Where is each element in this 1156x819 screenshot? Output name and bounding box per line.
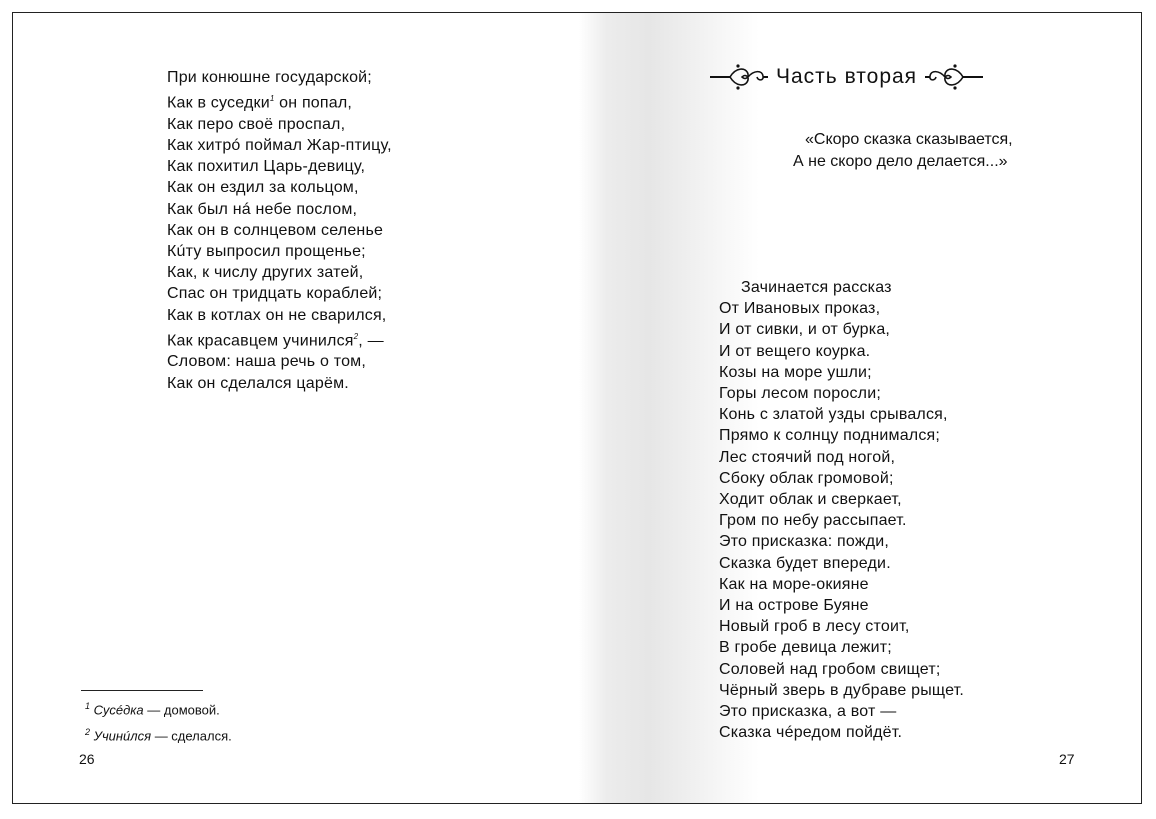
page-number-right: 27 (1059, 751, 1075, 767)
poem-line: Кúту выпросил прощенье; (167, 242, 366, 260)
page-gutter-shadow (579, 13, 649, 803)
footnotes (85, 695, 232, 748)
chapter-heading (708, 57, 1008, 97)
poem-line: Лес стоячий под ногой, (719, 448, 896, 466)
poem-line: При конюшне государской; (167, 69, 372, 86)
poem-line: Как на море-окияне (719, 575, 869, 593)
poem-line: Как, к числу других затей, (167, 264, 364, 282)
poem-line: Конь с златой узды срывался, (719, 406, 948, 424)
epigraph (793, 129, 1013, 173)
poem-line: Как в котлах он не сварился, (167, 306, 387, 324)
poem-line: Как перо своё проспал, (167, 115, 346, 133)
book-spread (12, 12, 1142, 804)
right-page-poem (719, 277, 964, 743)
epigraph-line: А не скоро дело делается...» (793, 153, 1008, 170)
poem-line: Новый гроб в лесу стоит, (719, 618, 910, 636)
footnote-divider (81, 690, 203, 691)
poem-line: Это присказка, а вот — (719, 703, 897, 721)
poem-line: И от сивки, и от бурка, (719, 321, 891, 339)
poem-line: Как красавцем учинился$^2$, — (167, 331, 384, 350)
poem-line: Чёрный зверь в дубраве рыщет. (719, 681, 965, 699)
epigraph-line: «Скоро сказка сказывается, (805, 131, 1013, 148)
poem-line: От Ивановых проказ, (719, 300, 881, 318)
poem-line: Ходит облак и сверкает, (719, 491, 902, 509)
poem-line: Как он в солнцевом селенье (167, 221, 384, 239)
poem-line: Зачинается рассказ (741, 279, 892, 296)
poem-line: В гробе девица лежит; (719, 639, 892, 657)
poem-line: Как он сделался царём. (167, 374, 349, 392)
ornament-right-icon (923, 62, 985, 92)
footnote-mark[interactable]: 1 (269, 94, 275, 104)
poem-line: Сказка чéредом пойдёт. (719, 724, 903, 742)
footnote-mark[interactable]: 2 (353, 331, 359, 341)
chapter-title: Часть вторая (776, 65, 918, 88)
poem-line: Козы на море ушли; (719, 363, 872, 381)
page-number-left: 26 (79, 751, 95, 767)
poem-line: Горы лесом поросли; (719, 385, 881, 403)
poem-line: И от вещего коурка. (719, 342, 871, 360)
poem-line: Спас он тридцать кораблей; (167, 285, 383, 303)
poem-line: И на острове Буяне (719, 597, 869, 615)
poem-line: Как похитил Царь-девицу, (167, 158, 366, 176)
left-page-poem (167, 67, 392, 394)
footnote: $^2$ Учинúлся — сделался. (85, 727, 232, 744)
ornament-left-icon (708, 62, 770, 92)
poem-line: Словом: наша речь о том, (167, 353, 367, 371)
footnote: $^1$ Сусéдка — домовой. (85, 701, 220, 718)
poem-line: Соловей над гробом свищет; (719, 660, 941, 678)
poem-line: Как в суседки$^1$ он попал, (167, 94, 353, 112)
poem-line: Сказка будет впереди. (719, 554, 891, 572)
poem-line: Прямо к солнцу поднимался; (719, 427, 941, 445)
poem-line: Как он ездил за кольцом, (167, 179, 359, 197)
poem-line: Гром по небу рассыпает. (719, 512, 907, 530)
poem-line: Как хитрó поймал Жар-птицу, (167, 136, 392, 154)
poem-line: Это присказка: пожди, (719, 533, 890, 551)
poem-line: Сбоку облак громовой; (719, 469, 894, 487)
poem-line: Как был нá небе послом, (167, 200, 358, 218)
